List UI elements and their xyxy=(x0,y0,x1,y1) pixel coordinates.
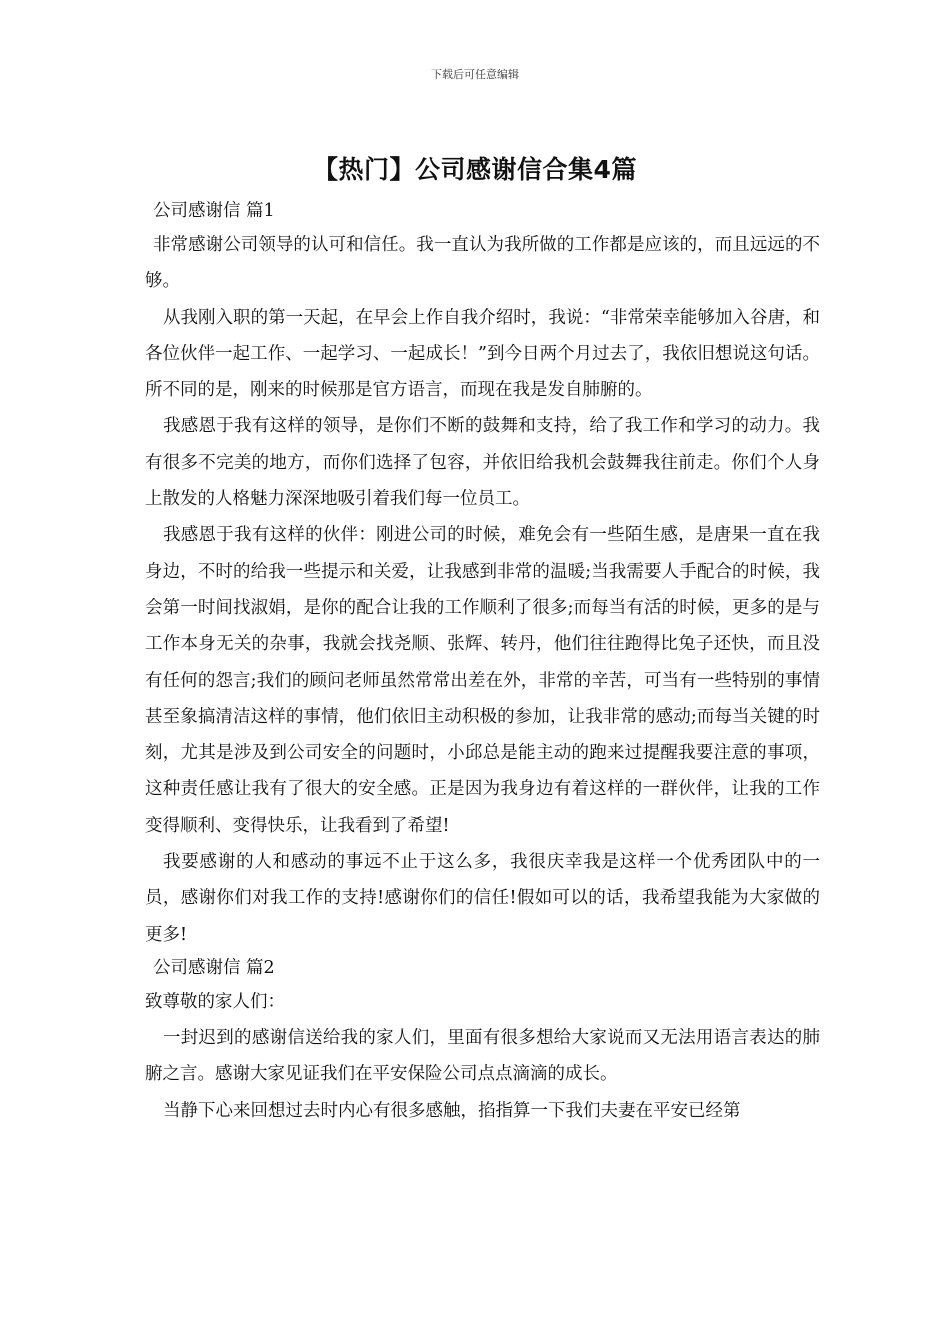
header-note: 下载后可任意编辑 xyxy=(431,68,519,81)
paragraph: 我感恩于我有这样的伙伴：刚进公司的时候，难免会有一些陌生感，是唐果一直在我身边，不时的给我一些提示和关爱，让我感到非常的温暖;当我需要人手配合的时候，我会第一时间找淑娟，是你的配合让我的工作顺利了很多;而每当有活的时候，更多的是与工作本身无关的杂事，我就会找尧顺、张辉、转丹，他们往往跑得比兔子还快，而且没有任何的怨言;我们的顾问老师虽然常常出差在外，非常的辛苦，可当有一些特别的事情甚至象搞清洁这样的事情，他们依旧主动积极的参加，让我非常的感动;而每当关键的时刻，尤其是涉及到公司安全的问题时，小邱总是能主动的跑来过提醒我要注意的事项，这种责任感让我有了很大的安全感。正是因为我身边有着这样的一群伙伴，让我的工作变得顺利、变得快乐，让我看到了希望! xyxy=(145,525,820,836)
section-heading-2: 公司感谢信 篇2 xyxy=(153,957,275,978)
paragraph: 我要感谢的人和感动的事远不止于这么多，我很庆幸我是这样一个优秀团队中的一员，感谢你们对我工作的支持!感谢你们的信任!假如可以的话，我希望我能为大家做的更多! xyxy=(145,852,820,945)
paragraph: 从我刚入职的第一天起，在早会上作自我介绍时，我说：“非常荣幸能够加入谷唐，和各位伙伴一起工作、一起学习、一起成长！”到今日两个月过去了，我依旧想说这句话。所不同的是，刚来的时候那是官方语言，而现在我是发自肺腑的。 xyxy=(145,307,820,401)
paragraph: 我感恩于我有这样的领导，是你们不断的鼓舞和支持，给了我工作和学习的动力。我有很多不完美的地方，而你们选择了包容，并依旧给我机会鼓舞我往前走。你们个人身上散发的人格魅力深深地吸引着我们每一位员工。 xyxy=(145,416,820,510)
document-title: 【热门】公司感谢信合集4篇 xyxy=(313,155,637,184)
section-heading-1: 公司感谢信 篇1 xyxy=(153,201,275,221)
paragraph: 一封迟到的感谢信送给我的家人们，里面有很多想给大家说而又无法用语言表达的肺腑之言。感谢大家见证我们在平安保险公司点点滴滴的成长。 xyxy=(145,1027,820,1085)
document-body xyxy=(145,196,820,1129)
salutation: 致尊敬的家人们： xyxy=(145,991,285,1012)
paragraph: 非常感谢公司领导的认可和信任。我一直认为我所做的工作都是应该的，而且远远的不够。 xyxy=(145,235,820,292)
paragraph: 当静下心来回想过去时内心有很多感触，掐指算一下我们夫妻在平安已经第 xyxy=(163,1100,741,1121)
